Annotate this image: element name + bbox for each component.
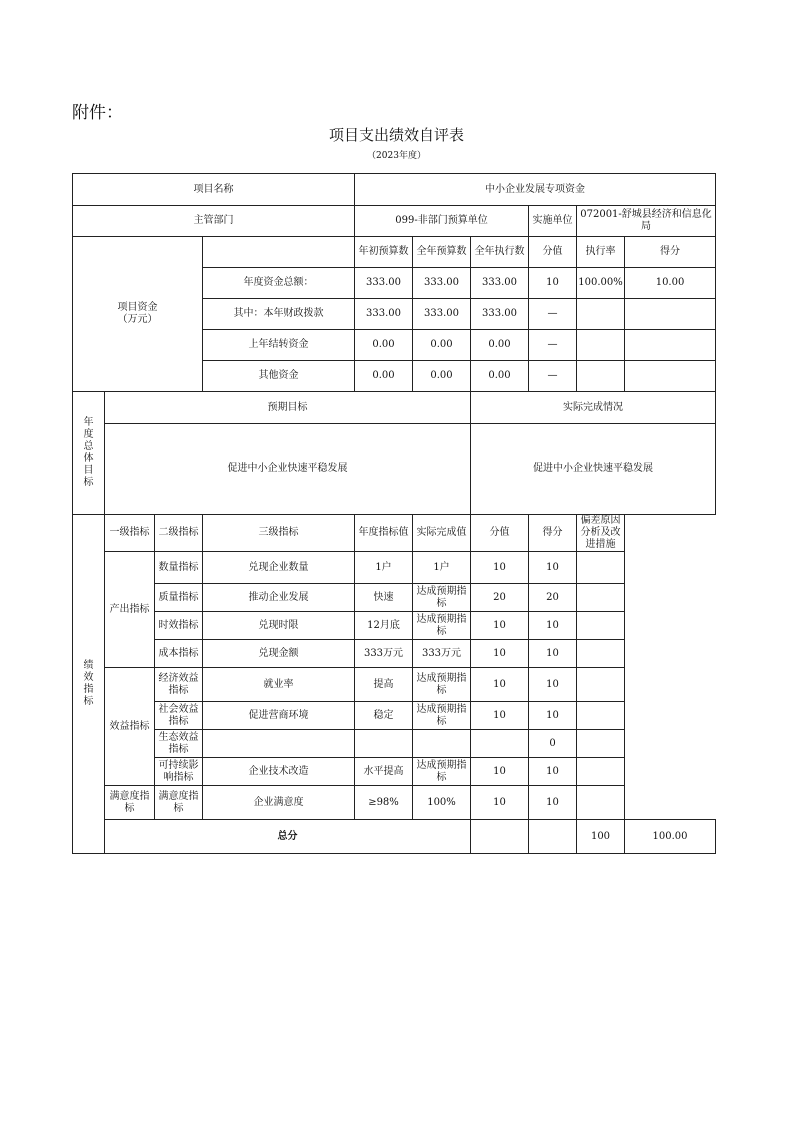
actual-cell: 333万元	[413, 640, 471, 668]
level2-cell: 可持续影响指标	[155, 758, 203, 786]
indicator-row	[73, 758, 716, 786]
note-cell	[577, 552, 625, 584]
value-cell: 10	[471, 668, 529, 702]
total-blank	[529, 820, 577, 854]
funds-header-cell: 分值	[529, 237, 577, 268]
score-cell: 10	[529, 612, 577, 640]
level2-cell: 质量指标	[155, 584, 203, 612]
year-subtitle: （2023年度）	[367, 151, 426, 161]
value-cell: 10	[471, 640, 529, 668]
page-title: 项目支出绩效自评表	[328, 126, 464, 144]
indicator-header-cell: 一级指标	[105, 515, 155, 552]
note-cell	[577, 786, 625, 820]
total-label: 总分	[105, 820, 471, 854]
level1-cell: 效益指标	[105, 668, 155, 786]
funds-cell: 10	[529, 268, 577, 299]
level3-cell: 推动企业发展	[203, 584, 355, 612]
goal-content-row	[73, 424, 716, 515]
level2-cell: 社会效益指标	[155, 702, 203, 730]
note-cell	[577, 668, 625, 702]
total-blank	[471, 820, 529, 854]
level3-cell: 企业满意度	[203, 786, 355, 820]
target-cell: 提高	[355, 668, 413, 702]
indicator-header-cell: 实际完成值	[413, 515, 471, 552]
funds-cell	[625, 361, 716, 392]
funds-cell: 0.00	[471, 361, 529, 392]
funds-cell: —	[529, 361, 577, 392]
level1-cell: 满意度指标	[105, 786, 155, 820]
funds-cell: —	[529, 330, 577, 361]
indicator-header-cell: 偏差原因分析及改进措施	[577, 515, 625, 552]
note-cell	[577, 758, 625, 786]
funds-label	[73, 237, 203, 392]
target-cell: 稳定	[355, 702, 413, 730]
indicator-row	[73, 640, 716, 668]
indicator-header-row	[73, 515, 716, 552]
target-cell: 水平提高	[355, 758, 413, 786]
funds-cell	[577, 299, 625, 330]
funds-cell: 0.00	[413, 361, 471, 392]
level3-cell	[203, 730, 355, 758]
score-cell: 10	[529, 640, 577, 668]
score-cell: 10	[529, 758, 577, 786]
funds-header-cell: 得分	[625, 237, 716, 268]
expected-goal-header: 预期目标	[105, 392, 471, 424]
funds-cell: 10.00	[625, 268, 716, 299]
dept-value: 099-非部门预算单位	[355, 206, 529, 237]
indicator-header-cell: 二级指标	[155, 515, 203, 552]
total-row	[73, 820, 716, 854]
indicator-row	[73, 612, 716, 640]
score-cell: 20	[529, 584, 577, 612]
score-cell: 10	[529, 668, 577, 702]
indicator-header-cell: 三级指标	[203, 515, 355, 552]
value-cell: 10	[471, 552, 529, 584]
indicator-row	[73, 730, 716, 758]
level3-cell: 兑现金额	[203, 640, 355, 668]
indicators-label: 绩效指标	[73, 515, 105, 854]
goal-label: 年度总体目标	[73, 392, 105, 515]
funds-cell: 333.00	[471, 268, 529, 299]
indicator-header-cell: 得分	[529, 515, 577, 552]
funds-header-row	[73, 237, 716, 268]
value-cell: 10	[471, 786, 529, 820]
level3-cell: 兑现时限	[203, 612, 355, 640]
expected-goal: 促进中小企业快速平稳发展	[105, 424, 471, 515]
funds-row-label: 其中：本年财政拨款	[203, 299, 355, 330]
indicator-row	[73, 668, 716, 702]
value-cell: 10	[471, 702, 529, 730]
funds-cell: 0.00	[471, 330, 529, 361]
note-cell	[577, 640, 625, 668]
funds-header-cell: 执行率	[577, 237, 625, 268]
funds-cell: 333.00	[355, 299, 413, 330]
funds-cell: 333.00	[355, 268, 413, 299]
level2-cell: 时效指标	[155, 612, 203, 640]
actual-cell: 达成预期指标	[413, 758, 471, 786]
note-cell	[577, 584, 625, 612]
project-name-row	[73, 174, 716, 206]
funds-cell: 100.00%	[577, 268, 625, 299]
indicator-row	[73, 552, 716, 584]
value-cell	[471, 730, 529, 758]
actual-cell: 1户	[413, 552, 471, 584]
actual-cell: 100%	[413, 786, 471, 820]
level2-cell: 生态效益指标	[155, 730, 203, 758]
level3-cell: 就业率	[203, 668, 355, 702]
funds-cell	[577, 361, 625, 392]
value-cell: 20	[471, 584, 529, 612]
level2-cell: 经济效益指标	[155, 668, 203, 702]
funds-label-line2: （万元）	[117, 314, 158, 325]
level3-cell: 兑现企业数量	[203, 552, 355, 584]
project-name-label: 项目名称	[73, 174, 355, 206]
level3-cell: 促进营商环境	[203, 702, 355, 730]
funds-cell: 0.00	[413, 330, 471, 361]
funds-cell: —	[529, 299, 577, 330]
level2-cell: 成本指标	[155, 640, 203, 668]
goal-header-row	[73, 392, 716, 424]
value-cell: 10	[471, 758, 529, 786]
actual-goal: 促进中小企业快速平稳发展	[471, 424, 716, 515]
note-cell	[577, 612, 625, 640]
actual-goal-header: 实际完成情况	[471, 392, 716, 424]
actual-cell	[413, 730, 471, 758]
actual-cell: 达成预期指标	[413, 668, 471, 702]
level1-cell: 产出指标	[105, 552, 155, 668]
funds-header-blank	[203, 237, 355, 268]
funds-row-label: 其他资金	[203, 361, 355, 392]
project-name: 中小企业发展专项资金	[355, 174, 716, 206]
level2-cell: 满意度指标	[155, 786, 203, 820]
self-evaluation-table	[72, 173, 716, 854]
impl-value: 072001-舒城县经济和信息化局	[577, 206, 716, 237]
actual-cell: 达成预期指标	[413, 612, 471, 640]
level2-cell: 数量指标	[155, 552, 203, 584]
total-score: 100.00	[625, 820, 716, 854]
funds-cell	[577, 330, 625, 361]
funds-row-label: 年度资金总额：	[203, 268, 355, 299]
actual-cell: 达成预期指标	[413, 584, 471, 612]
department-row	[73, 206, 716, 237]
funds-cell: 333.00	[413, 299, 471, 330]
note-cell	[577, 730, 625, 758]
indicator-row	[73, 584, 716, 612]
target-cell	[355, 730, 413, 758]
attachment-label: 附件：	[72, 103, 123, 123]
value-cell: 10	[471, 612, 529, 640]
funds-cell: 0.00	[355, 330, 413, 361]
funds-label-line1: 项目资金	[117, 302, 158, 313]
indicator-header-cell: 分值	[471, 515, 529, 552]
target-cell: ≥98%	[355, 786, 413, 820]
score-cell: 0	[529, 730, 577, 758]
actual-cell: 达成预期指标	[413, 702, 471, 730]
funds-cell	[625, 299, 716, 330]
indicator-header-cell: 年度指标值	[355, 515, 413, 552]
funds-header-cell: 全年预算数	[413, 237, 471, 268]
funds-header-cell: 年初预算数	[355, 237, 413, 268]
impl-label: 实施单位	[529, 206, 577, 237]
funds-cell: 333.00	[471, 299, 529, 330]
level3-cell: 企业技术改造	[203, 758, 355, 786]
score-cell: 10	[529, 786, 577, 820]
funds-header-cell: 全年执行数	[471, 237, 529, 268]
funds-row-label: 上年结转资金	[203, 330, 355, 361]
dept-label: 主管部门	[73, 206, 355, 237]
target-cell: 333万元	[355, 640, 413, 668]
funds-cell: 333.00	[413, 268, 471, 299]
score-cell: 10	[529, 702, 577, 730]
indicator-row	[73, 786, 716, 820]
funds-cell: 0.00	[355, 361, 413, 392]
target-cell: 1户	[355, 552, 413, 584]
indicator-row	[73, 702, 716, 730]
note-cell	[577, 702, 625, 730]
funds-cell	[625, 330, 716, 361]
target-cell: 12月底	[355, 612, 413, 640]
target-cell: 快速	[355, 584, 413, 612]
score-cell: 10	[529, 552, 577, 584]
total-value: 100	[577, 820, 625, 854]
